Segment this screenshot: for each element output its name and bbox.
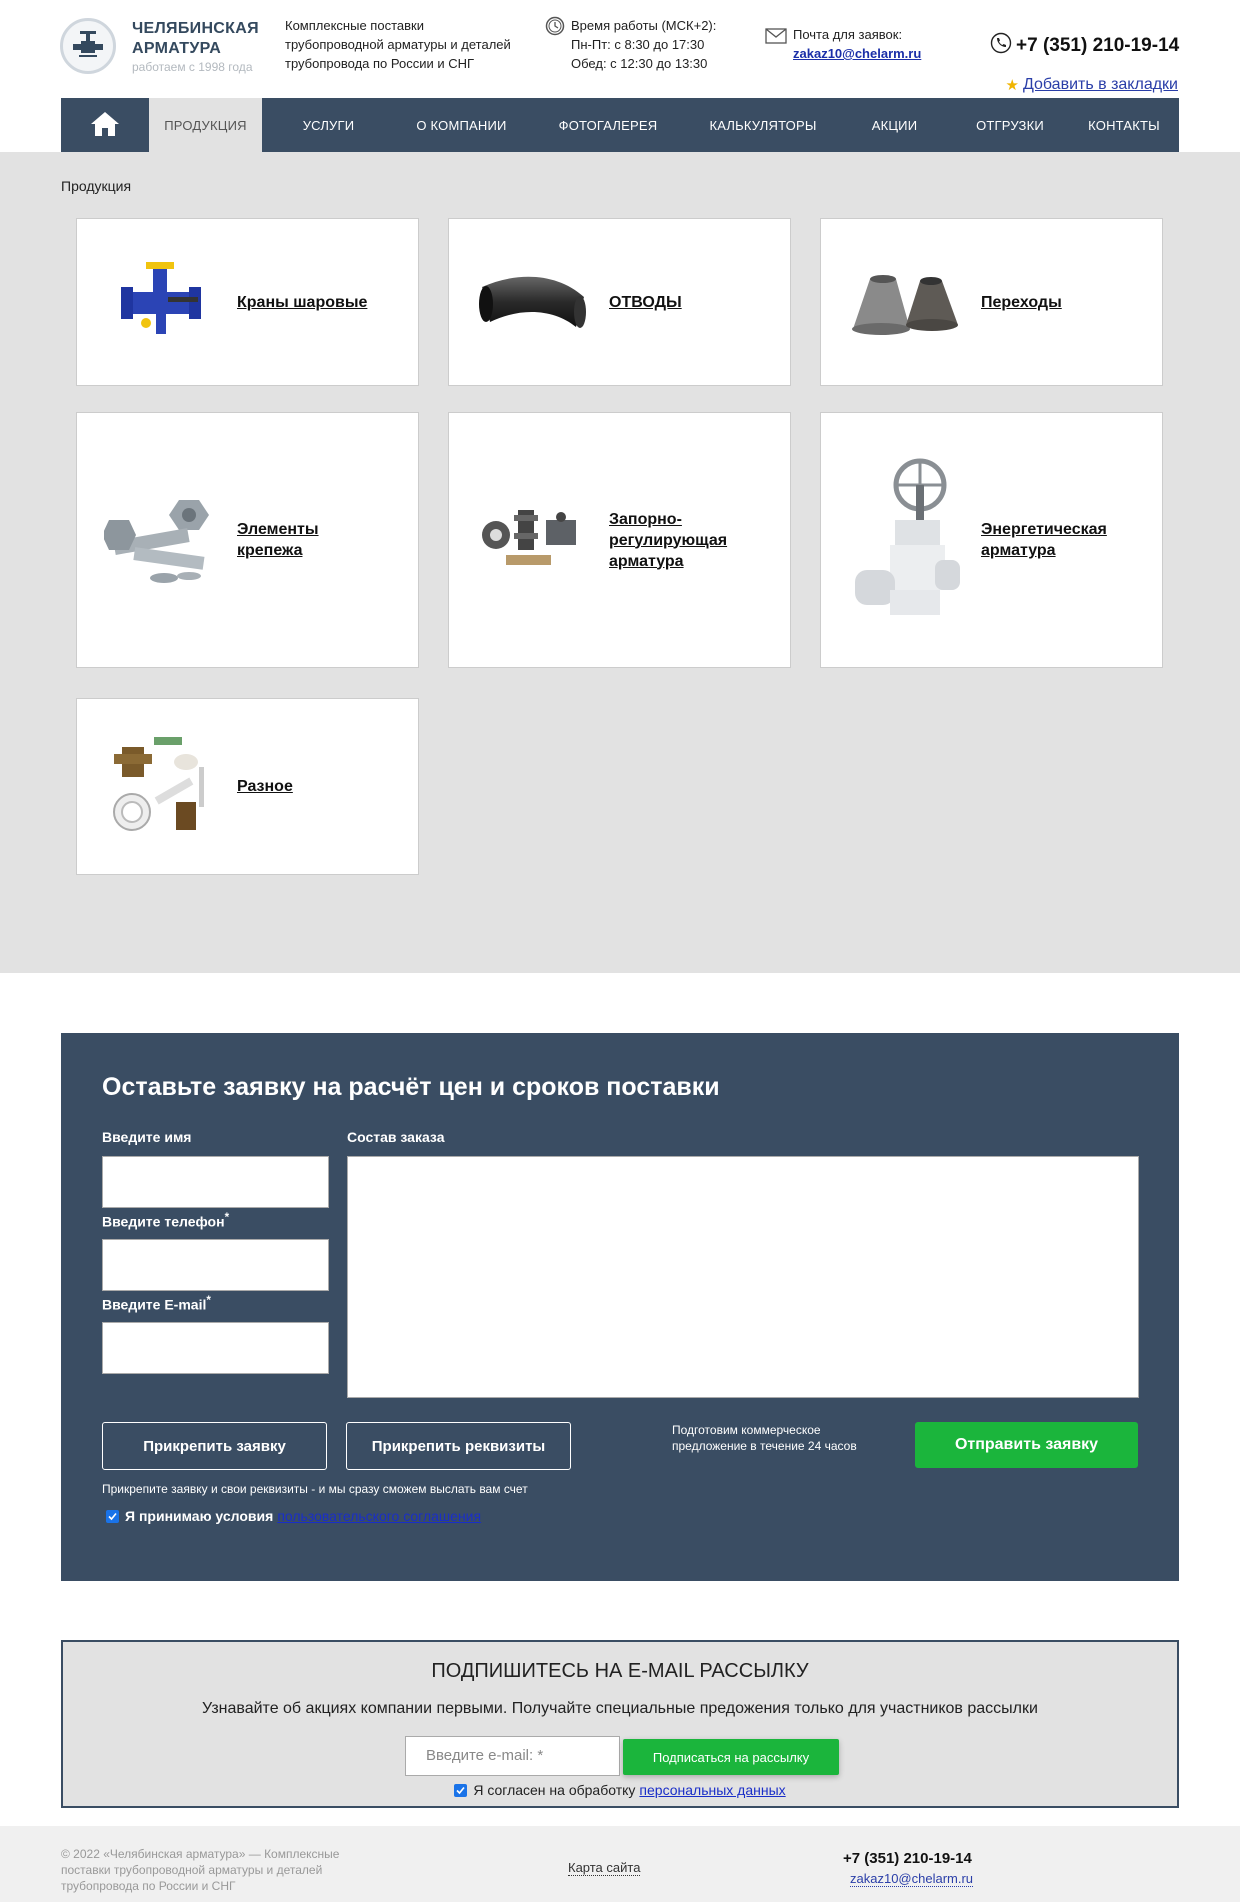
product-label: Энергетическая арматура — [981, 521, 1107, 559]
nav-home[interactable] — [61, 98, 149, 152]
breadcrumb: Продукция — [61, 178, 132, 194]
nav-contacts[interactable]: КОНТАКТЫ — [1088, 117, 1160, 133]
email-label — [102, 1294, 211, 1313]
consent-text: Я согласен на обработку — [473, 1782, 636, 1798]
request-mail — [765, 25, 921, 63]
product-card-reducers[interactable] — [820, 218, 1163, 386]
work-hours-lunch: Обед: с 12:30 до 13:30 — [571, 56, 708, 71]
order-label: Состав заказа — [347, 1129, 445, 1145]
product-label: Переходы — [981, 293, 1062, 311]
attach-hint: Прикрепите заявку и свои реквизиты - и мы сразу сможем выслать вам счет — [102, 1482, 528, 1496]
name-label: Введите имя — [102, 1129, 192, 1145]
company-tagline: Комплексные поставки трубопроводной арматуры и деталей трубопровода по России и СНГ — [285, 18, 511, 71]
required-mark: * — [224, 1211, 230, 1224]
required-mark: * — [206, 1294, 211, 1307]
clock-icon — [545, 16, 565, 73]
agreement-link[interactable]: пользовательского соглашения — [277, 1508, 482, 1524]
footer-phone[interactable]: +7 (351) 210-19-14 — [843, 1850, 972, 1867]
attach-details-button[interactable]: Прикрепить реквизиты — [346, 1422, 571, 1470]
product-label: Краны шаровые — [237, 293, 368, 311]
add-bookmark-label: Добавить в закладки — [1022, 76, 1178, 93]
attach-request-button[interactable]: Прикрепить заявку — [102, 1422, 327, 1470]
personal-data-link[interactable]: персональных данных — [639, 1782, 786, 1798]
consent-checkbox[interactable] — [454, 1784, 467, 1797]
add-bookmark-link[interactable] — [1006, 76, 1178, 94]
ball-valve-image — [101, 242, 221, 362]
phone-label — [102, 1211, 229, 1230]
offer-note: Подготовим коммерческое предложение в течение 24 часов — [672, 1423, 857, 1453]
product-label: Элементы крепежа — [237, 521, 319, 559]
fasteners-image — [101, 480, 221, 600]
subscribe-email-input[interactable]: Введите e-mail: * — [405, 1736, 620, 1776]
star-icon: ★ — [1005, 77, 1019, 94]
request-form-title: Оставьте заявку на расчёт цен и сроков поставки — [102, 1073, 720, 1101]
logo[interactable] — [60, 18, 259, 74]
nav-calculators[interactable]: КАЛЬКУЛЯТОРЫ — [709, 117, 817, 133]
product-label: Разное — [237, 778, 293, 795]
phone-label-text: Введите телефон — [102, 1213, 225, 1230]
subscribe-description: Узнавайте об акциях компании первыми. Получайте специальные предожения только для участников рассылки — [202, 1700, 1038, 1717]
header-phone[interactable] — [990, 32, 1179, 60]
product-card-power-valves[interactable] — [820, 412, 1163, 668]
nav-promotions[interactable]: АКЦИИ — [871, 117, 918, 133]
name-input[interactable] — [102, 1156, 329, 1208]
request-form — [61, 1033, 1179, 1581]
mail-label: Почта для заявок: — [793, 27, 903, 42]
product-card-ball-valves[interactable] — [76, 218, 419, 386]
nav-services[interactable]: УСЛУГИ — [302, 117, 355, 133]
nav-products[interactable]: ПРОДУКЦИЯ — [149, 98, 262, 152]
nav-about[interactable]: О КОМПАНИИ — [416, 117, 507, 133]
site-footer — [0, 1826, 1240, 1902]
agree-text: Я принимаю условия — [125, 1508, 274, 1524]
logo-subtitle: работаем с 1998 года — [132, 59, 253, 74]
main-nav — [61, 98, 1179, 152]
order-textarea[interactable] — [347, 1156, 1139, 1398]
logo-name-line1: ЧЕЛЯБИНСКАЯ — [132, 19, 259, 37]
home-icon — [90, 111, 120, 140]
site-header — [0, 0, 1240, 98]
product-label: ОТВОДЫ — [609, 293, 682, 311]
email-label-text: Введите E-mail — [102, 1296, 207, 1313]
send-request-button[interactable]: Отправить заявку — [915, 1422, 1138, 1468]
work-hours-weekdays: Пн-Пт: с 8:30 до 17:30 — [571, 37, 705, 52]
subscribe-button[interactable]: Подписаться на рассылку — [623, 1739, 839, 1775]
product-card-fasteners[interactable] — [76, 412, 419, 668]
product-card-shutoff-valves[interactable] — [448, 412, 791, 668]
phone-icon — [990, 32, 1012, 60]
footer-copyright: © 2022 «Челябинская арматура» — Комплексные поставки трубопроводной арматуры и деталей трубопровода по России и СНГ — [61, 1847, 340, 1893]
power-valve-image — [845, 450, 965, 630]
subscribe-section — [61, 1640, 1179, 1808]
product-card-elbows[interactable] — [448, 218, 791, 386]
misc-products-image — [101, 727, 221, 847]
pipe-reducer-image — [845, 242, 965, 362]
work-hours-title: Время работы (МСК+2): — [571, 18, 717, 33]
logo-name-line2: АРМАТУРА — [132, 39, 222, 57]
footer-email-link[interactable]: zakaz10@chelarm.ru — [850, 1871, 974, 1886]
nav-gallery[interactable]: ФОТОГАЛЕРЕЯ — [558, 117, 658, 133]
agree-checkbox[interactable] — [106, 1510, 119, 1523]
mail-link[interactable]: zakaz10@chelarm.ru — [793, 46, 922, 61]
email-input[interactable] — [102, 1322, 329, 1374]
subscribe-title: ПОДПИШИТЕСЬ НА E-MAIL РАССЫЛКУ — [431, 1660, 809, 1682]
logo-valve-icon — [60, 18, 116, 74]
product-label: Запорно-регулирующая арматура — [609, 510, 728, 570]
pipe-elbow-image — [473, 242, 593, 362]
envelope-icon — [765, 25, 787, 63]
consent-row — [63, 1782, 1177, 1798]
product-card-misc[interactable] — [76, 698, 419, 875]
work-hours — [545, 16, 716, 73]
sitemap-link[interactable]: Карта сайта — [568, 1860, 641, 1875]
nav-shipments[interactable]: ОТГРУЗКИ — [976, 117, 1044, 133]
shutoff-valve-image — [473, 480, 593, 600]
agreement-row — [106, 1508, 481, 1524]
header-phone-number: +7 (351) 210-19-14 — [1016, 35, 1180, 56]
phone-input[interactable] — [102, 1239, 329, 1291]
